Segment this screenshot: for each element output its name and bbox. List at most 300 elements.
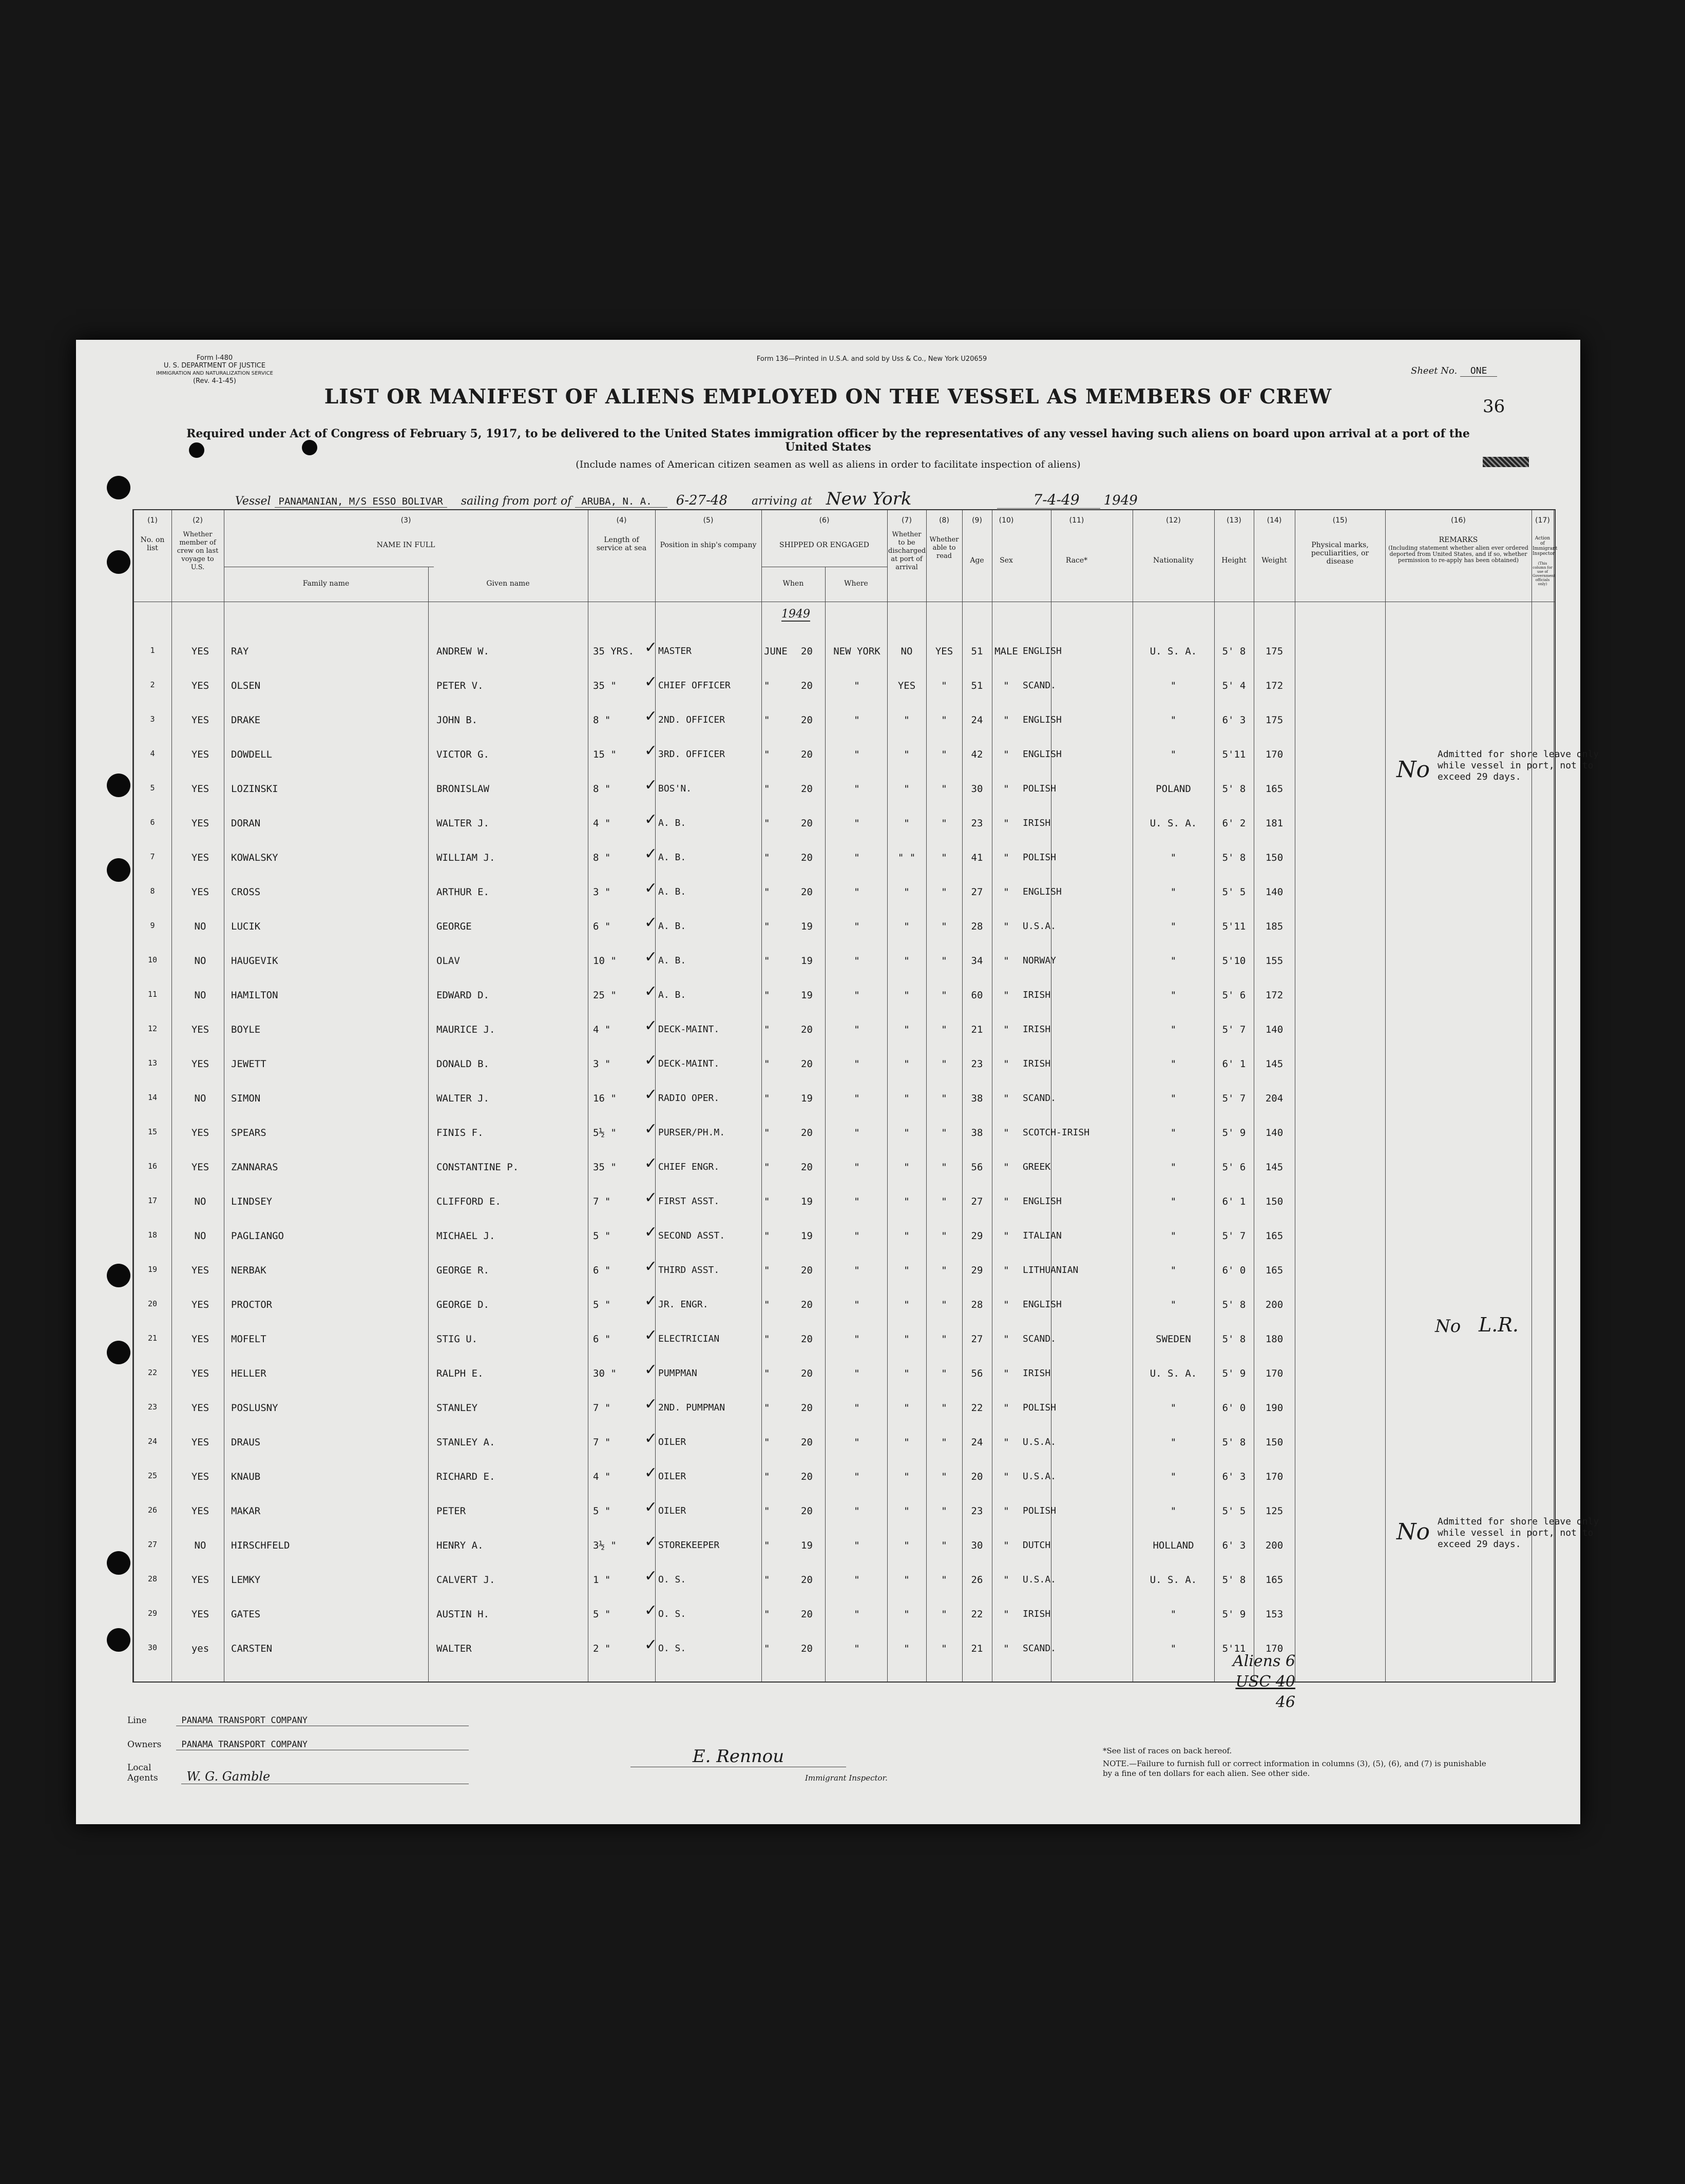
cell-discharge: " xyxy=(904,1368,910,1379)
cell-month: " xyxy=(764,921,770,932)
cell-prev: NO xyxy=(194,1196,206,1207)
cell-family: JEWETT xyxy=(231,1058,266,1070)
cell-read: " xyxy=(941,749,947,760)
cell-nationality: " xyxy=(1170,1505,1177,1517)
cell-where: " xyxy=(854,1333,860,1345)
cell-age: 23 xyxy=(971,1505,983,1517)
cell-weight: 125 xyxy=(1265,1505,1284,1517)
cell-read: " xyxy=(941,1299,947,1310)
cell-age: 27 xyxy=(971,1333,983,1345)
cell-sex: " xyxy=(1003,1127,1009,1138)
form-revision: (Rev. 4-1-45) xyxy=(193,377,236,385)
cell-age: 56 xyxy=(971,1162,983,1173)
table-row xyxy=(133,877,1555,911)
cell-discharge: " xyxy=(904,1230,910,1242)
cell-nationality: " xyxy=(1170,1643,1177,1654)
column-number: (2) xyxy=(193,516,203,525)
cell-weight: 165 xyxy=(1265,1574,1284,1586)
check-mark-icon: ✓ xyxy=(644,1567,658,1585)
tally xyxy=(1218,1651,1295,1713)
cell-age: 27 xyxy=(971,886,983,898)
cell-sex: MALE xyxy=(994,646,1018,657)
sheet-label: Sheet No. xyxy=(1411,365,1458,376)
cell-race: SCAND. xyxy=(1023,680,1057,691)
header-where: Where xyxy=(844,579,868,588)
cell-service: 3½ " xyxy=(593,1540,617,1551)
cell-day: 20 xyxy=(801,1643,813,1654)
check-mark-icon: ✓ xyxy=(644,707,658,725)
cell-position: DECK-MAINT. xyxy=(658,1024,720,1035)
cell-weight: 204 xyxy=(1265,1093,1284,1104)
cell-age: 23 xyxy=(971,818,983,829)
table-row xyxy=(133,1531,1555,1564)
cell-discharge: " xyxy=(904,1196,910,1207)
sheet-number-block xyxy=(1411,365,1497,376)
table-row xyxy=(133,1462,1555,1496)
cell-given: GEORGE D. xyxy=(436,1299,489,1310)
cell-race: SCAND. xyxy=(1023,1333,1057,1344)
table-row xyxy=(133,1221,1555,1255)
cell-day: 20 xyxy=(801,1299,813,1310)
table-row xyxy=(133,1496,1555,1530)
cell-weight: 170 xyxy=(1265,1643,1284,1654)
cell-prev: YES xyxy=(191,1368,209,1379)
cell-prev: YES xyxy=(191,646,209,657)
cell-discharge: " xyxy=(904,1471,910,1482)
cell-read: " xyxy=(941,680,947,691)
cell-discharge: " xyxy=(904,1505,910,1517)
header-action: Action of Immigrant Inspector xyxy=(1533,536,1558,556)
cell-given: VICTOR G. xyxy=(436,749,489,760)
cell-weight: 145 xyxy=(1265,1162,1284,1173)
inspector-signature: E. Rennou xyxy=(692,1746,784,1767)
cell-sex: " xyxy=(1003,1265,1009,1276)
cell-position: PUMPMAN xyxy=(658,1368,697,1379)
cell-nationality: " xyxy=(1170,921,1177,932)
cell-month: " xyxy=(764,1574,770,1586)
table-row xyxy=(133,1427,1555,1461)
cell-service: 5 " xyxy=(593,1609,611,1620)
cell-height: 6' 1 xyxy=(1222,1058,1246,1070)
cell-family: DOWDELL xyxy=(231,749,273,760)
cell-discharge: " xyxy=(904,714,910,726)
check-mark-icon: ✓ xyxy=(644,1086,658,1104)
cell-position: CHIEF ENGR. xyxy=(658,1162,720,1172)
cell-weight: 145 xyxy=(1265,1058,1284,1070)
tally-usc: USC 40 xyxy=(1235,1673,1295,1691)
column-number: (11) xyxy=(1069,516,1084,525)
cell-height: 6' 2 xyxy=(1222,818,1246,829)
cell-n: 18 xyxy=(147,1230,158,1240)
cell-where: " xyxy=(854,783,860,795)
cell-read: " xyxy=(941,1402,947,1414)
cell-weight: 170 xyxy=(1265,749,1284,760)
table-row xyxy=(133,636,1555,670)
cell-family: POSLUSNY xyxy=(231,1402,278,1414)
cell-nationality: " xyxy=(1170,1127,1177,1138)
cell-month: " xyxy=(764,1093,770,1104)
cell-service: 15 " xyxy=(593,749,617,760)
manifest-title: LIST OR MANIFEST OF ALIENS EMPLOYED ON THE VESSEL AS MEMBERS OF CREW xyxy=(324,385,1332,409)
inspector-label: Immigrant Inspector. xyxy=(805,1773,888,1783)
cell-month: " xyxy=(764,1162,770,1173)
cell-height: 5' 8 xyxy=(1222,646,1246,657)
cell-month: " xyxy=(764,1024,770,1035)
cell-given: EDWARD D. xyxy=(436,990,489,1001)
cell-position: CHIEF OFFICER xyxy=(658,680,731,691)
cell-height: 5' 6 xyxy=(1222,1162,1246,1173)
cell-sex: " xyxy=(1003,1162,1009,1173)
cell-race: POLISH xyxy=(1023,1505,1057,1516)
cell-position: OILER xyxy=(658,1437,686,1447)
remark-row-27: Admitted for shore leave only while vessel in port, not to exceed 29 days. xyxy=(1438,1516,1599,1550)
cell-height: 6' 0 xyxy=(1222,1265,1246,1276)
cell-read: " xyxy=(941,1368,947,1379)
cell-nationality: " xyxy=(1170,1230,1177,1242)
cell-age: 56 xyxy=(971,1368,983,1379)
cell-month: " xyxy=(764,886,770,898)
sailing-label: sailing from port of xyxy=(461,495,572,508)
manifest-subtitle: Required under Act of Congress of February 5, 1917, to be delivered to the United States immigration officer by the representatives of any vessel having such aliens on board upon arrival at a port of the United States xyxy=(186,427,1470,454)
cell-where: " xyxy=(854,1196,860,1207)
cell-race: LITHUANIAN xyxy=(1023,1265,1079,1275)
cell-sex: " xyxy=(1003,749,1009,760)
cell-nationality: " xyxy=(1170,990,1177,1001)
cell-height: 5' 9 xyxy=(1222,1609,1246,1620)
cell-nationality: " xyxy=(1170,680,1177,691)
cell-month: " xyxy=(764,1127,770,1138)
cell-position: O. S. xyxy=(658,1643,686,1654)
cell-family: HAUGEVIK xyxy=(231,955,278,967)
cell-discharge: " xyxy=(904,1162,910,1173)
table-row xyxy=(133,946,1555,980)
cell-month: " xyxy=(764,749,770,760)
cell-nationality: " xyxy=(1170,955,1177,967)
cell-read: " xyxy=(941,1437,947,1448)
cell-service: 35 YRS. xyxy=(593,646,635,657)
cell-discharge: " xyxy=(904,749,910,760)
table-row xyxy=(133,774,1555,808)
cell-day: 20 xyxy=(801,714,813,726)
cell-sex: " xyxy=(1003,1333,1009,1345)
cell-day: 20 xyxy=(801,1574,813,1586)
column-number: (14) xyxy=(1267,516,1282,525)
cell-where: " xyxy=(854,886,860,898)
cell-weight: 165 xyxy=(1265,1230,1284,1242)
cell-discharge: " xyxy=(904,1540,910,1551)
cell-race: ENGLISH xyxy=(1023,714,1062,725)
header-physical-marks: Physical marks, peculiarities, or disease xyxy=(1311,541,1369,566)
cell-family: HIRSCHFELD xyxy=(231,1540,290,1551)
cell-age: 20 xyxy=(971,1471,983,1482)
cell-n: 3 xyxy=(150,714,155,724)
check-mark-icon: ✓ xyxy=(644,1189,658,1207)
cell-given: GEORGE xyxy=(436,921,472,932)
cell-n: 10 xyxy=(147,955,158,964)
cell-prev: YES xyxy=(191,886,209,898)
cell-race: ITALIAN xyxy=(1023,1230,1062,1241)
check-mark-icon: ✓ xyxy=(644,1258,658,1275)
check-mark-icon: ✓ xyxy=(644,742,658,760)
cell-family: LEMKY xyxy=(231,1574,261,1586)
cell-discharge: " xyxy=(904,1127,910,1138)
scribble-mark xyxy=(1483,457,1529,467)
table-row xyxy=(133,912,1555,945)
cell-race: SCOTCH-IRISH xyxy=(1023,1127,1090,1138)
cell-prev: NO xyxy=(194,921,206,932)
cell-age: 30 xyxy=(971,783,983,795)
cell-service: 16 " xyxy=(593,1093,617,1104)
cell-age: 38 xyxy=(971,1127,983,1138)
cell-nationality: U. S. A. xyxy=(1150,1574,1197,1586)
cell-position: SECOND ASST. xyxy=(658,1230,725,1241)
cell-height: 6' 1 xyxy=(1222,1196,1246,1207)
cell-day: 20 xyxy=(801,680,813,691)
cell-sex: " xyxy=(1003,783,1009,795)
cell-where: " xyxy=(854,1299,860,1310)
check-mark-icon: ✓ xyxy=(644,673,658,691)
check-mark-icon: ✓ xyxy=(644,639,658,656)
cell-n: 25 xyxy=(147,1471,158,1480)
cell-n: 11 xyxy=(147,990,158,999)
cell-month: " xyxy=(764,1437,770,1448)
cell-nationality: " xyxy=(1170,1058,1177,1070)
cell-discharge: " xyxy=(904,990,910,1001)
cell-discharge: " xyxy=(904,1333,910,1345)
cell-height: 5' 8 xyxy=(1222,1437,1246,1448)
cell-sex: " xyxy=(1003,1437,1009,1448)
cell-service: 5½ " xyxy=(593,1127,617,1138)
cell-height: 5' 8 xyxy=(1222,1299,1246,1310)
cell-race: ENGLISH xyxy=(1023,1299,1062,1310)
cell-month: " xyxy=(764,1265,770,1276)
cell-given: MICHAEL J. xyxy=(436,1230,495,1242)
cell-sex: " xyxy=(1003,1540,1009,1551)
agents-label: Local Agents xyxy=(127,1763,158,1783)
cell-read: YES xyxy=(935,646,953,657)
check-mark-icon: ✓ xyxy=(644,1292,658,1310)
column-number: (1) xyxy=(147,516,158,525)
sheet-number: ONE xyxy=(1460,365,1498,377)
cell-position: 2ND. OFFICER xyxy=(658,714,725,725)
cell-given: PETER xyxy=(436,1505,466,1517)
cell-sex: " xyxy=(1003,714,1009,726)
arrival-year: 1949 xyxy=(1103,493,1138,508)
cell-age: 51 xyxy=(971,646,983,657)
cell-day: 20 xyxy=(801,749,813,760)
cell-given: WALTER J. xyxy=(436,1093,489,1104)
cell-service: 25 " xyxy=(593,990,617,1001)
cell-nationality: " xyxy=(1170,1609,1177,1620)
cell-weight: 150 xyxy=(1265,1196,1284,1207)
cell-sex: " xyxy=(1003,955,1009,967)
manifest-sheet xyxy=(76,340,1599,1824)
cell-prev: YES xyxy=(191,1058,209,1070)
cell-family: SPEARS xyxy=(231,1127,266,1138)
cell-where: " xyxy=(854,818,860,829)
header-height: Height xyxy=(1221,556,1247,565)
cell-day: 20 xyxy=(801,783,813,795)
footer-owners xyxy=(127,1740,469,1750)
cell-prev: YES xyxy=(191,1162,209,1173)
check-mark-icon: ✓ xyxy=(644,776,658,794)
cell-given: HENRY A. xyxy=(436,1540,484,1551)
cell-sex: " xyxy=(1003,1024,1009,1035)
table-row xyxy=(133,1152,1555,1186)
cell-sex: " xyxy=(1003,1471,1009,1482)
cell-family: PROCTOR xyxy=(231,1299,273,1310)
cell-age: 28 xyxy=(971,921,983,932)
cell-month: " xyxy=(764,1540,770,1551)
cell-n: 12 xyxy=(147,1024,158,1033)
cell-month: " xyxy=(764,714,770,726)
column-number: (13) xyxy=(1227,516,1241,525)
cell-position: FIRST ASST. xyxy=(658,1196,720,1207)
cell-month: " xyxy=(764,680,770,691)
cell-weight: 181 xyxy=(1265,818,1284,829)
cell-where: " xyxy=(854,680,860,691)
cell-service: 7 " xyxy=(593,1196,611,1207)
cell-age: 51 xyxy=(971,680,983,691)
header-position: Position in ship's company xyxy=(660,541,757,549)
cell-service: 6 " xyxy=(593,1333,611,1345)
footer-agents xyxy=(127,1763,469,1784)
cell-position: OILER xyxy=(658,1471,686,1482)
cell-race: IRISH xyxy=(1023,1024,1051,1035)
cell-day: 20 xyxy=(801,1058,813,1070)
cell-month: " xyxy=(764,783,770,795)
cell-month: " xyxy=(764,1058,770,1070)
cell-race: U.S.A. xyxy=(1023,1437,1057,1447)
cell-prev: NO xyxy=(194,1230,206,1242)
manifest-instruction: (Include names of American citizen seamen as well as aliens in order to facilitate inspection of aliens) xyxy=(576,459,1081,470)
inspector-action-row-21: L.R. xyxy=(1479,1313,1519,1336)
cell-day: 19 xyxy=(801,955,813,967)
cell-race: IRISH xyxy=(1023,1609,1051,1619)
cell-family: SIMON xyxy=(231,1093,261,1104)
cell-n: 27 xyxy=(147,1540,158,1549)
cell-where: " xyxy=(854,1127,860,1138)
table-row xyxy=(133,705,1555,739)
cell-family: OLSEN xyxy=(231,680,261,691)
cell-day: 20 xyxy=(801,1471,813,1482)
table-row xyxy=(133,1049,1555,1083)
punch-hole xyxy=(107,1264,130,1287)
cell-service: 4 " xyxy=(593,1471,611,1482)
cell-position: 3RD. OFFICER xyxy=(658,749,725,760)
cell-n: 1 xyxy=(150,646,155,655)
cell-discharge: " xyxy=(904,783,910,795)
cell-month: " xyxy=(764,1333,770,1345)
cell-race: U.S.A. xyxy=(1023,921,1057,932)
cell-discharge: " " xyxy=(897,852,916,863)
cell-family: DORAN xyxy=(231,818,261,829)
cell-where: " xyxy=(854,1162,860,1173)
header-family-name: Family name xyxy=(302,579,350,588)
cell-read: " xyxy=(941,1505,947,1517)
cell-position: A. B. xyxy=(658,886,686,897)
header-read: Whether able to read xyxy=(929,536,959,560)
header-given-name: Given name xyxy=(486,579,530,588)
table-row xyxy=(133,1599,1555,1633)
check-mark-icon: ✓ xyxy=(644,1464,658,1482)
cell-n: 14 xyxy=(147,1093,158,1102)
cell-position: A. B. xyxy=(658,852,686,863)
cell-nationality: U. S. A. xyxy=(1150,1368,1197,1379)
table-row xyxy=(133,1118,1555,1152)
cell-day: 20 xyxy=(801,818,813,829)
check-mark-icon: ✓ xyxy=(644,1361,658,1379)
cell-read: " xyxy=(941,1574,947,1586)
cell-where: " xyxy=(854,1437,860,1448)
cell-height: 5' 8 xyxy=(1222,1333,1246,1345)
cell-position: JR. ENGR. xyxy=(658,1299,709,1310)
cell-age: 23 xyxy=(971,1058,983,1070)
cell-weight: 140 xyxy=(1265,886,1284,898)
header-remarks-note: (Including statement whether alien ever ordered deported from United States, and if so, whether permission to re-apply has been obtained) xyxy=(1388,545,1528,564)
cell-position: DECK-MAINT. xyxy=(658,1058,720,1069)
cell-height: 5' 8 xyxy=(1222,783,1246,795)
cell-where: " xyxy=(854,749,860,760)
cell-weight: 175 xyxy=(1265,714,1284,726)
cell-race: U.S.A. xyxy=(1023,1574,1057,1585)
cell-family: GATES xyxy=(231,1609,261,1620)
cell-n: 15 xyxy=(147,1127,158,1136)
cell-nationality: " xyxy=(1170,886,1177,898)
vessel-label: Vessel xyxy=(235,495,271,508)
cell-nationality: " xyxy=(1170,749,1177,760)
sailing-date: 6-27-48 xyxy=(676,493,727,508)
cell-read: " xyxy=(941,1265,947,1276)
cell-read: " xyxy=(941,1093,947,1104)
cell-nationality: U. S. A. xyxy=(1150,646,1197,657)
cell-day: 20 xyxy=(801,1024,813,1035)
remark-row-5: Admitted for shore leave only while vessel in port, not to exceed 29 days. xyxy=(1438,749,1599,782)
cell-where: " xyxy=(854,1643,860,1654)
cell-nationality: SWEDEN xyxy=(1156,1333,1191,1345)
cell-position: RADIO OPER. xyxy=(658,1093,720,1104)
cell-sex: " xyxy=(1003,1505,1009,1517)
cell-service: 5 " xyxy=(593,1505,611,1517)
cell-prev: YES xyxy=(191,1265,209,1276)
check-mark-icon: ✓ xyxy=(644,879,658,897)
table-row xyxy=(133,843,1555,877)
penalty-note: NOTE.—Failure to furnish full or correct information in columns (3), (5), (6), and (7) is punishable by a fine of ten dollars for each alien. See other side. xyxy=(1103,1759,1486,1778)
cell-read: " xyxy=(941,783,947,795)
cell-given: STIG U. xyxy=(436,1333,478,1345)
inspector-signature-line xyxy=(630,1746,846,1767)
cell-height: 5'11 xyxy=(1222,921,1246,932)
cell-weight: 150 xyxy=(1265,852,1284,863)
cell-prev: YES xyxy=(191,1574,209,1586)
table-row xyxy=(133,1015,1555,1049)
cell-age: 28 xyxy=(971,1299,983,1310)
cell-month: " xyxy=(764,818,770,829)
cell-n: 23 xyxy=(147,1402,158,1412)
cell-position: THIRD ASST. xyxy=(658,1265,720,1275)
arrival-date: 7-4-49 xyxy=(997,491,1100,509)
table-row xyxy=(133,980,1555,1014)
cell-race: NORWAY xyxy=(1023,955,1057,966)
form-agency xyxy=(138,354,292,385)
cell-where: " xyxy=(854,1230,860,1242)
cell-discharge: " xyxy=(904,1643,910,1654)
cell-n: 5 xyxy=(150,783,155,793)
cell-height: 6' 3 xyxy=(1222,1540,1246,1551)
cell-family: CROSS xyxy=(231,886,261,898)
cell-race: ENGLISH xyxy=(1023,1196,1062,1207)
check-mark-icon: ✓ xyxy=(644,1395,658,1413)
